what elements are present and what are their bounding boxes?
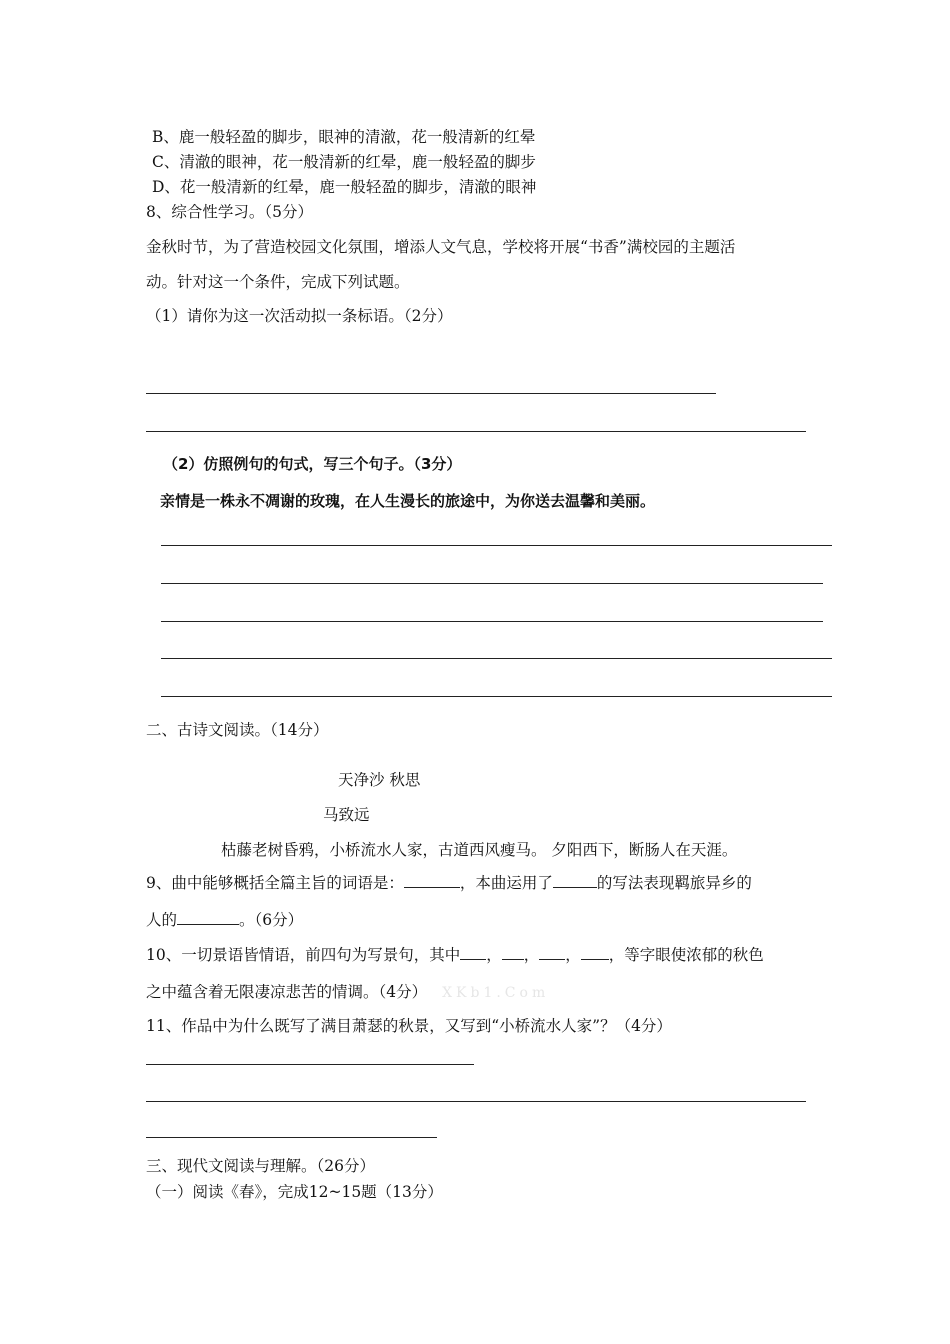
q8-example: 亲情是一株永不凋谢的玫瑰，在人生漫长的旅途中，为你送去温馨和美丽。 [160, 492, 656, 510]
section3-title: 三、现代文阅读与理解。（26分） [146, 1157, 375, 1175]
section2-title: 二、古诗文阅读。（14分） [146, 721, 329, 739]
option-d: D、花一般清新的红晕，鹿一般轻盈的脚步，清澈的眼神 [152, 178, 537, 196]
poem-author: 马致远 [323, 806, 370, 824]
section3-sub: （一）阅读《春》，完成12~15题（13分） [146, 1183, 443, 1201]
q8-intro-line2: 动。针对这一个条件，完成下列试题。 [146, 273, 410, 291]
blank[interactable] [177, 910, 239, 925]
answer-line[interactable] [161, 621, 823, 622]
answer-line[interactable] [146, 393, 716, 394]
q8-title: 8、综合性学习。（5分） [146, 203, 313, 221]
q10-line2: 之中蕴含着无限凄凉悲苦的情调。（4分） XKb1.Com [146, 983, 550, 1001]
q8-intro-line1: 金秋时节，为了营造校园文化氛围，增添人文气息，学校将开展“书香”满校园的主题活 [146, 238, 736, 256]
answer-line[interactable] [146, 1064, 474, 1065]
q8-sub2: （2）仿照例句的句式，写三个句子。（3分） [163, 455, 462, 473]
answer-line[interactable] [161, 658, 832, 659]
q11: 11、作品中为什么既写了满目萧瑟的秋景，又写到“小桥流水人家”？（4分） [146, 1017, 672, 1035]
answer-line[interactable] [161, 696, 832, 697]
option-c: C、清澈的眼神，花一般清新的红晕，鹿一般轻盈的脚步 [152, 153, 536, 171]
answer-line[interactable] [146, 1101, 806, 1102]
poem-title: 天净沙 秋思 [338, 771, 421, 789]
q9-line1: 9、曲中能够概括全篇主旨的词语是： ，本曲运用了 的写法表现羁旅异乡的 [146, 874, 752, 892]
watermark: XKb1.Com [442, 985, 550, 1001]
answer-line[interactable] [146, 431, 806, 432]
blank[interactable] [404, 873, 460, 888]
blank[interactable] [553, 873, 597, 888]
blank[interactable] [460, 945, 486, 960]
answer-line[interactable] [161, 583, 823, 584]
blank[interactable] [581, 945, 609, 960]
answer-line[interactable] [146, 1137, 437, 1138]
q8-sub1: （1）请你为这一次活动拟一条标语。（2分） [146, 307, 453, 325]
answer-line[interactable] [161, 545, 832, 546]
option-b: B、鹿一般轻盈的脚步，眼神的清澈，花一般清新的红晕 [152, 128, 536, 146]
blank[interactable] [502, 945, 524, 960]
q9-line2: 人的 。（6分） [146, 911, 304, 929]
q10-line1: 10、一切景语皆情语，前四句为写景句，其中 ， ， ， ，等字眼使浓郁的秋色 [146, 946, 764, 964]
poem-body: 枯藤老树昏鸦，小桥流水人家，古道西风瘦马。 夕阳西下，断肠人在天涯。 [221, 841, 738, 859]
blank[interactable] [539, 945, 565, 960]
